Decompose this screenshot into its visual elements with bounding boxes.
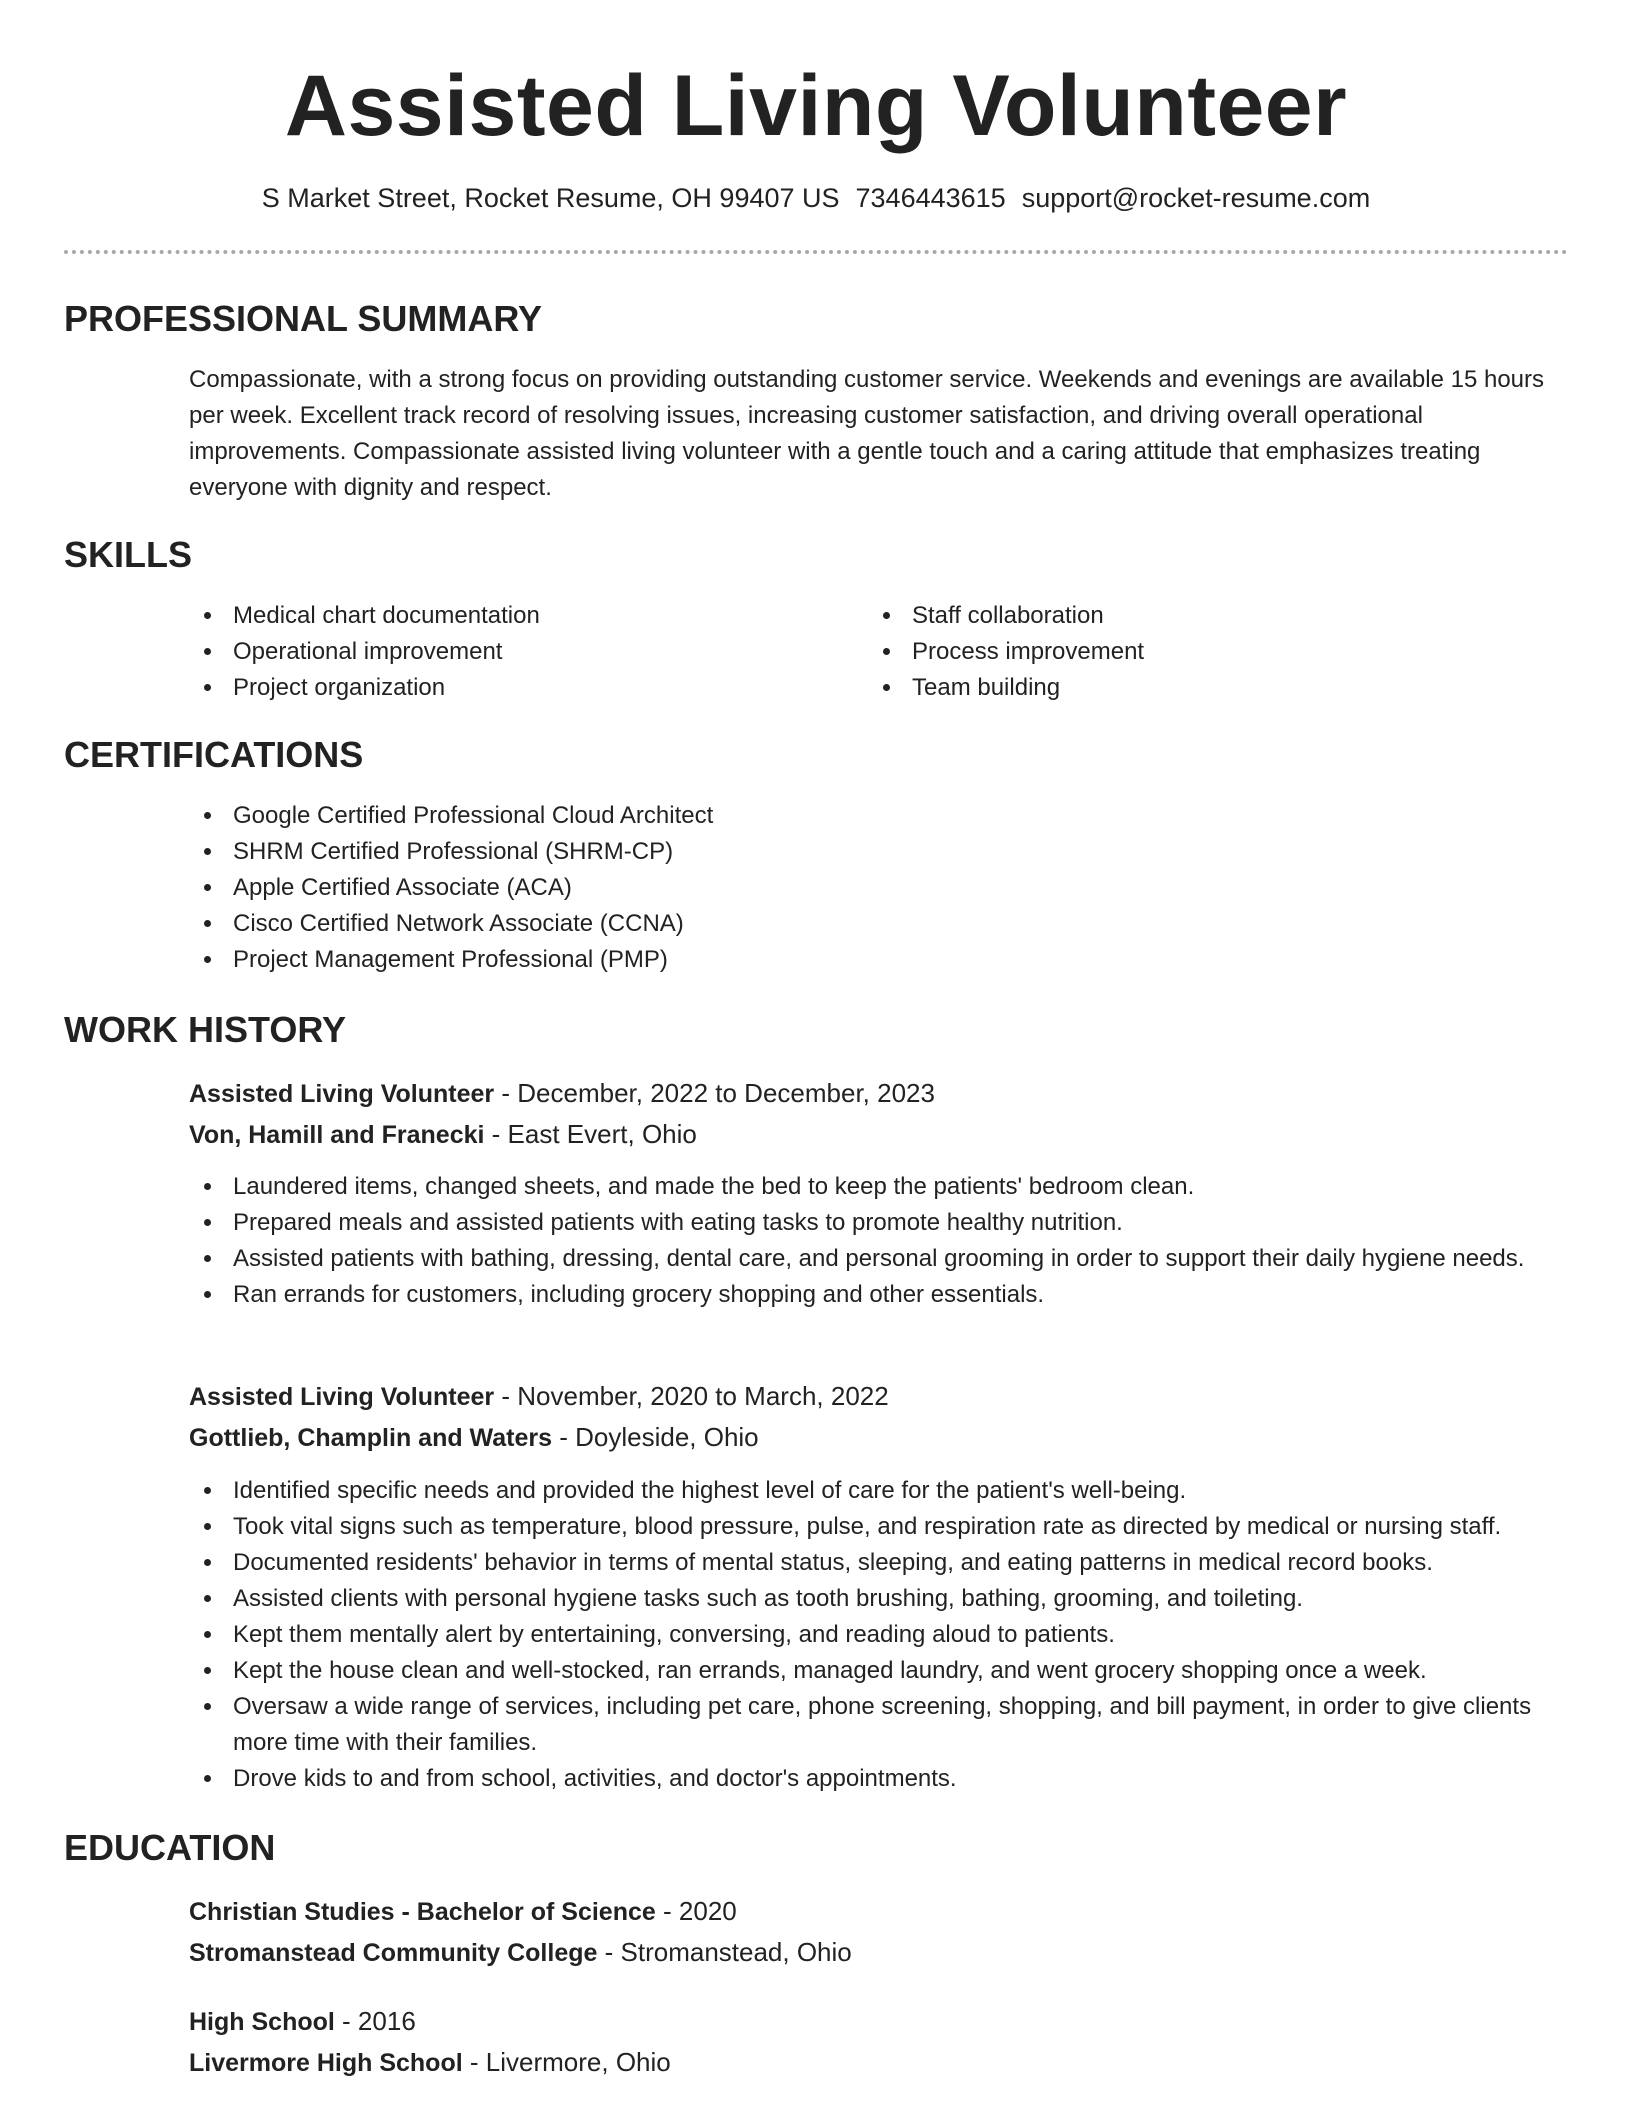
skill-item: Staff collaboration — [868, 598, 1547, 634]
summary-text: Compassionate, with a strong focus on providing outstanding customer service. Weekends and evenings are available 15 hours per week. Excellent track record of resolving issues, increasing customer satisfaction, and driving overall operational improvements. Compassionate assisted living volunteer with a gentle touch and a caring attitude that emphasizes treating everyone with dignity and respect. — [189, 366, 1545, 501]
job-entry — [189, 1073, 1568, 1155]
degree-year: - 2020 — [655, 1896, 737, 1926]
skill-item: Process improvement — [868, 634, 1547, 670]
job-duties-list — [189, 1473, 1568, 1797]
degree-name: Christian Studies - Bachelor of Science — [189, 1898, 656, 1926]
certifications-heading: CERTIFICATIONS — [64, 734, 364, 775]
job-location: - East Evert, Ohio — [484, 1119, 697, 1149]
resume-name: Assisted Living Volunteer — [284, 58, 1348, 154]
certification-item: Project Management Professional (PMP) — [189, 942, 1568, 978]
duty-item: Identified specific needs and provided the highest level of care for the patient's well-being. — [189, 1473, 1568, 1509]
certification-item: SHRM Certified Professional (SHRM-CP) — [189, 834, 1568, 870]
job-title: Assisted Living Volunteer — [189, 1383, 495, 1411]
duty-item: Took vital signs such as temperature, blood pressure, pulse, and respiration rate as directed by medical or nursing staff. — [189, 1509, 1568, 1545]
degree-name: High School — [189, 2008, 335, 2036]
school-name: Livermore High School — [189, 2049, 463, 2077]
job-dates: - December, 2022 to December, 2023 — [494, 1078, 935, 1108]
job-company: Gottlieb, Champlin and Waters — [189, 1424, 552, 1452]
degree-line — [189, 2001, 1568, 2042]
summary-section — [189, 362, 1568, 506]
school-name: Stromanstead Community College — [189, 1939, 598, 1967]
certification-item: Cisco Certified Network Associate (CCNA) — [189, 906, 1568, 942]
duty-item: Kept them mentally alert by entertaining, conversing, and reading aloud to patients. — [189, 1617, 1568, 1653]
job-dates: - November, 2020 to March, 2022 — [494, 1381, 889, 1411]
skill-item: Team building — [868, 670, 1547, 706]
skills-list — [189, 598, 1568, 706]
certification-item: Apple Certified Associate (ACA) — [189, 870, 1568, 906]
job-company: Von, Hamill and Franecki — [189, 1121, 485, 1149]
job-duties-list — [189, 1169, 1568, 1313]
job-duties — [189, 1169, 1568, 1313]
education-entry — [189, 1891, 1568, 1973]
duty-item: Assisted clients with personal hygiene tasks such as tooth brushing, bathing, grooming, and toileting. — [189, 1581, 1568, 1617]
certifications-list — [189, 798, 1568, 978]
skills-column-left — [189, 598, 868, 706]
degree-line — [189, 1891, 1568, 1932]
contact-line — [0, 180, 1632, 216]
job-title: Assisted Living Volunteer — [189, 1080, 495, 1108]
duty-item: Oversaw a wide range of services, including pet care, phone screening, shopping, and bill payment, in order to give clients more time with their families. — [189, 1689, 1568, 1761]
job-company-line — [189, 1114, 1568, 1155]
skill-item: Medical chart documentation — [189, 598, 868, 634]
job-company-line — [189, 1417, 1568, 1458]
duty-item: Kept the house clean and well-stocked, ran errands, managed laundry, and went grocery shopping once a week. — [189, 1653, 1568, 1689]
contact-phone: 7346443615 — [855, 183, 1006, 213]
summary-heading: PROFESSIONAL SUMMARY — [64, 298, 543, 339]
job-location: - Doyleside, Ohio — [552, 1422, 759, 1452]
duty-item: Laundered items, changed sheets, and made the bed to keep the patients' bedroom clean. — [189, 1169, 1568, 1205]
certifications-section — [189, 798, 1568, 978]
job-title-line — [189, 1073, 1568, 1114]
duty-item: Documented residents' behavior in terms of mental status, sleeping, and eating patterns in medical record books. — [189, 1545, 1568, 1581]
degree-year: - 2016 — [334, 2006, 416, 2036]
work-history-heading: WORK HISTORY — [64, 1009, 347, 1050]
header-divider — [64, 250, 1568, 254]
contact-address: S Market Street, Rocket Resume, OH 99407 US — [261, 183, 840, 213]
school-location: - Livermore, Ohio — [462, 2047, 671, 2077]
job-title-line — [189, 1376, 1568, 1417]
skills-column-right — [868, 598, 1547, 706]
education-entry — [189, 2001, 1568, 2083]
skill-item: Project organization — [189, 670, 868, 706]
duty-item: Ran errands for customers, including grocery shopping and other essentials. — [189, 1277, 1568, 1313]
job-duties — [189, 1473, 1568, 1797]
education-heading: EDUCATION — [64, 1827, 276, 1868]
skill-item: Operational improvement — [189, 634, 868, 670]
duty-item: Assisted patients with bathing, dressing, dental care, and personal grooming in order to support their daily hygiene needs. — [189, 1241, 1568, 1277]
skills-heading: SKILLS — [64, 534, 193, 575]
duty-item: Prepared meals and assisted patients with eating tasks to promote healthy nutrition. — [189, 1205, 1568, 1241]
duty-item: Drove kids to and from school, activities, and doctor's appointments. — [189, 1761, 1568, 1797]
school-line — [189, 2042, 1568, 2083]
certification-item: Google Certified Professional Cloud Architect — [189, 798, 1568, 834]
contact-email: support@rocket-resume.com — [1021, 183, 1371, 213]
school-line — [189, 1932, 1568, 1973]
school-location: - Stromanstead, Ohio — [597, 1937, 852, 1967]
job-entry — [189, 1376, 1568, 1458]
